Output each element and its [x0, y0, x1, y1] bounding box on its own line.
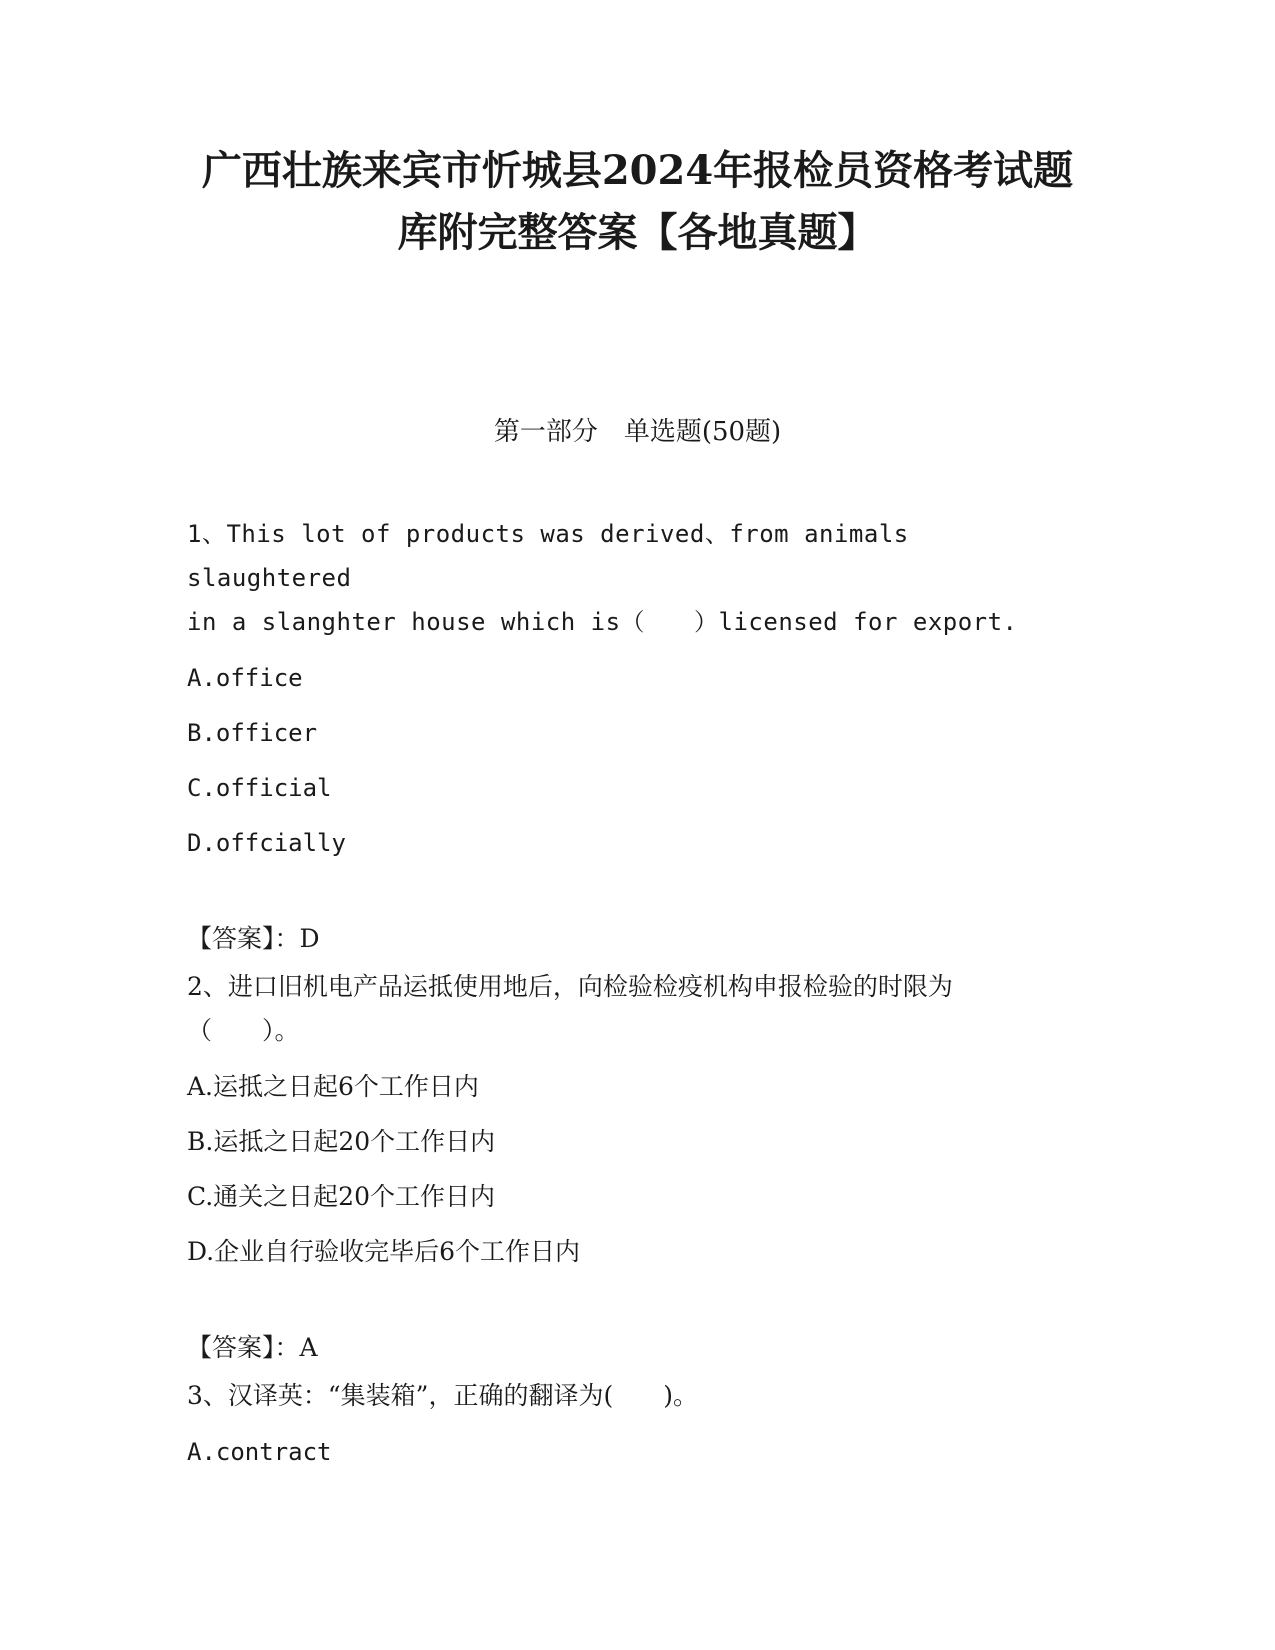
title-line-1: 广西壮族来宾市忻城县2024年报检员资格考试题 — [201, 147, 1074, 194]
question-1-option-b: B.officer — [187, 719, 318, 747]
question-1-text-line-1: 1、This lot of products was derived、from animals slaughtered — [187, 520, 909, 592]
question-2-option-c: C.通关之日起20个工作日内 — [187, 1182, 495, 1211]
question-2-option-b: B.运抵之日起20个工作日内 — [187, 1127, 496, 1156]
question-1 — [187, 512, 1087, 961]
question-3-text-line-1: 3、汉译英：“集装箱”，正确的翻译为( )。 — [187, 1381, 698, 1410]
question-1-option-c: C.official — [187, 774, 332, 802]
question-3-option-a: A.contract — [187, 1438, 332, 1466]
title-line-2: 库附完整答案【各地真题】 — [397, 209, 878, 256]
question-2-option-a: A.运抵之日起6个工作日内 — [187, 1072, 479, 1101]
question-3 — [187, 1374, 1087, 1474]
question-1-option-d: D.offcially — [187, 829, 346, 857]
section-heading: 第一部分 单选题(50题) — [493, 417, 782, 447]
question-2-text-line-1: 2、进口旧机电产品运抵使用地后，向检验检疫机构申报检验的时限为 — [187, 972, 953, 1001]
question-1-answer: 【答案】：D — [187, 924, 320, 953]
question-1-option-a: A.office — [187, 664, 303, 692]
question-2-text-line-2: （ ）。 — [187, 1016, 300, 1045]
question-1-text-line-2: in a slanghter house which is（ ）licensed for export. — [187, 608, 1018, 636]
question-2 — [187, 965, 1087, 1370]
document-title — [150, 140, 1125, 264]
question-2-answer: 【答案】：A — [187, 1333, 318, 1362]
question-list — [187, 512, 1087, 1474]
question-2-option-d: D.企业自行验收完毕后6个工作日内 — [187, 1237, 581, 1266]
